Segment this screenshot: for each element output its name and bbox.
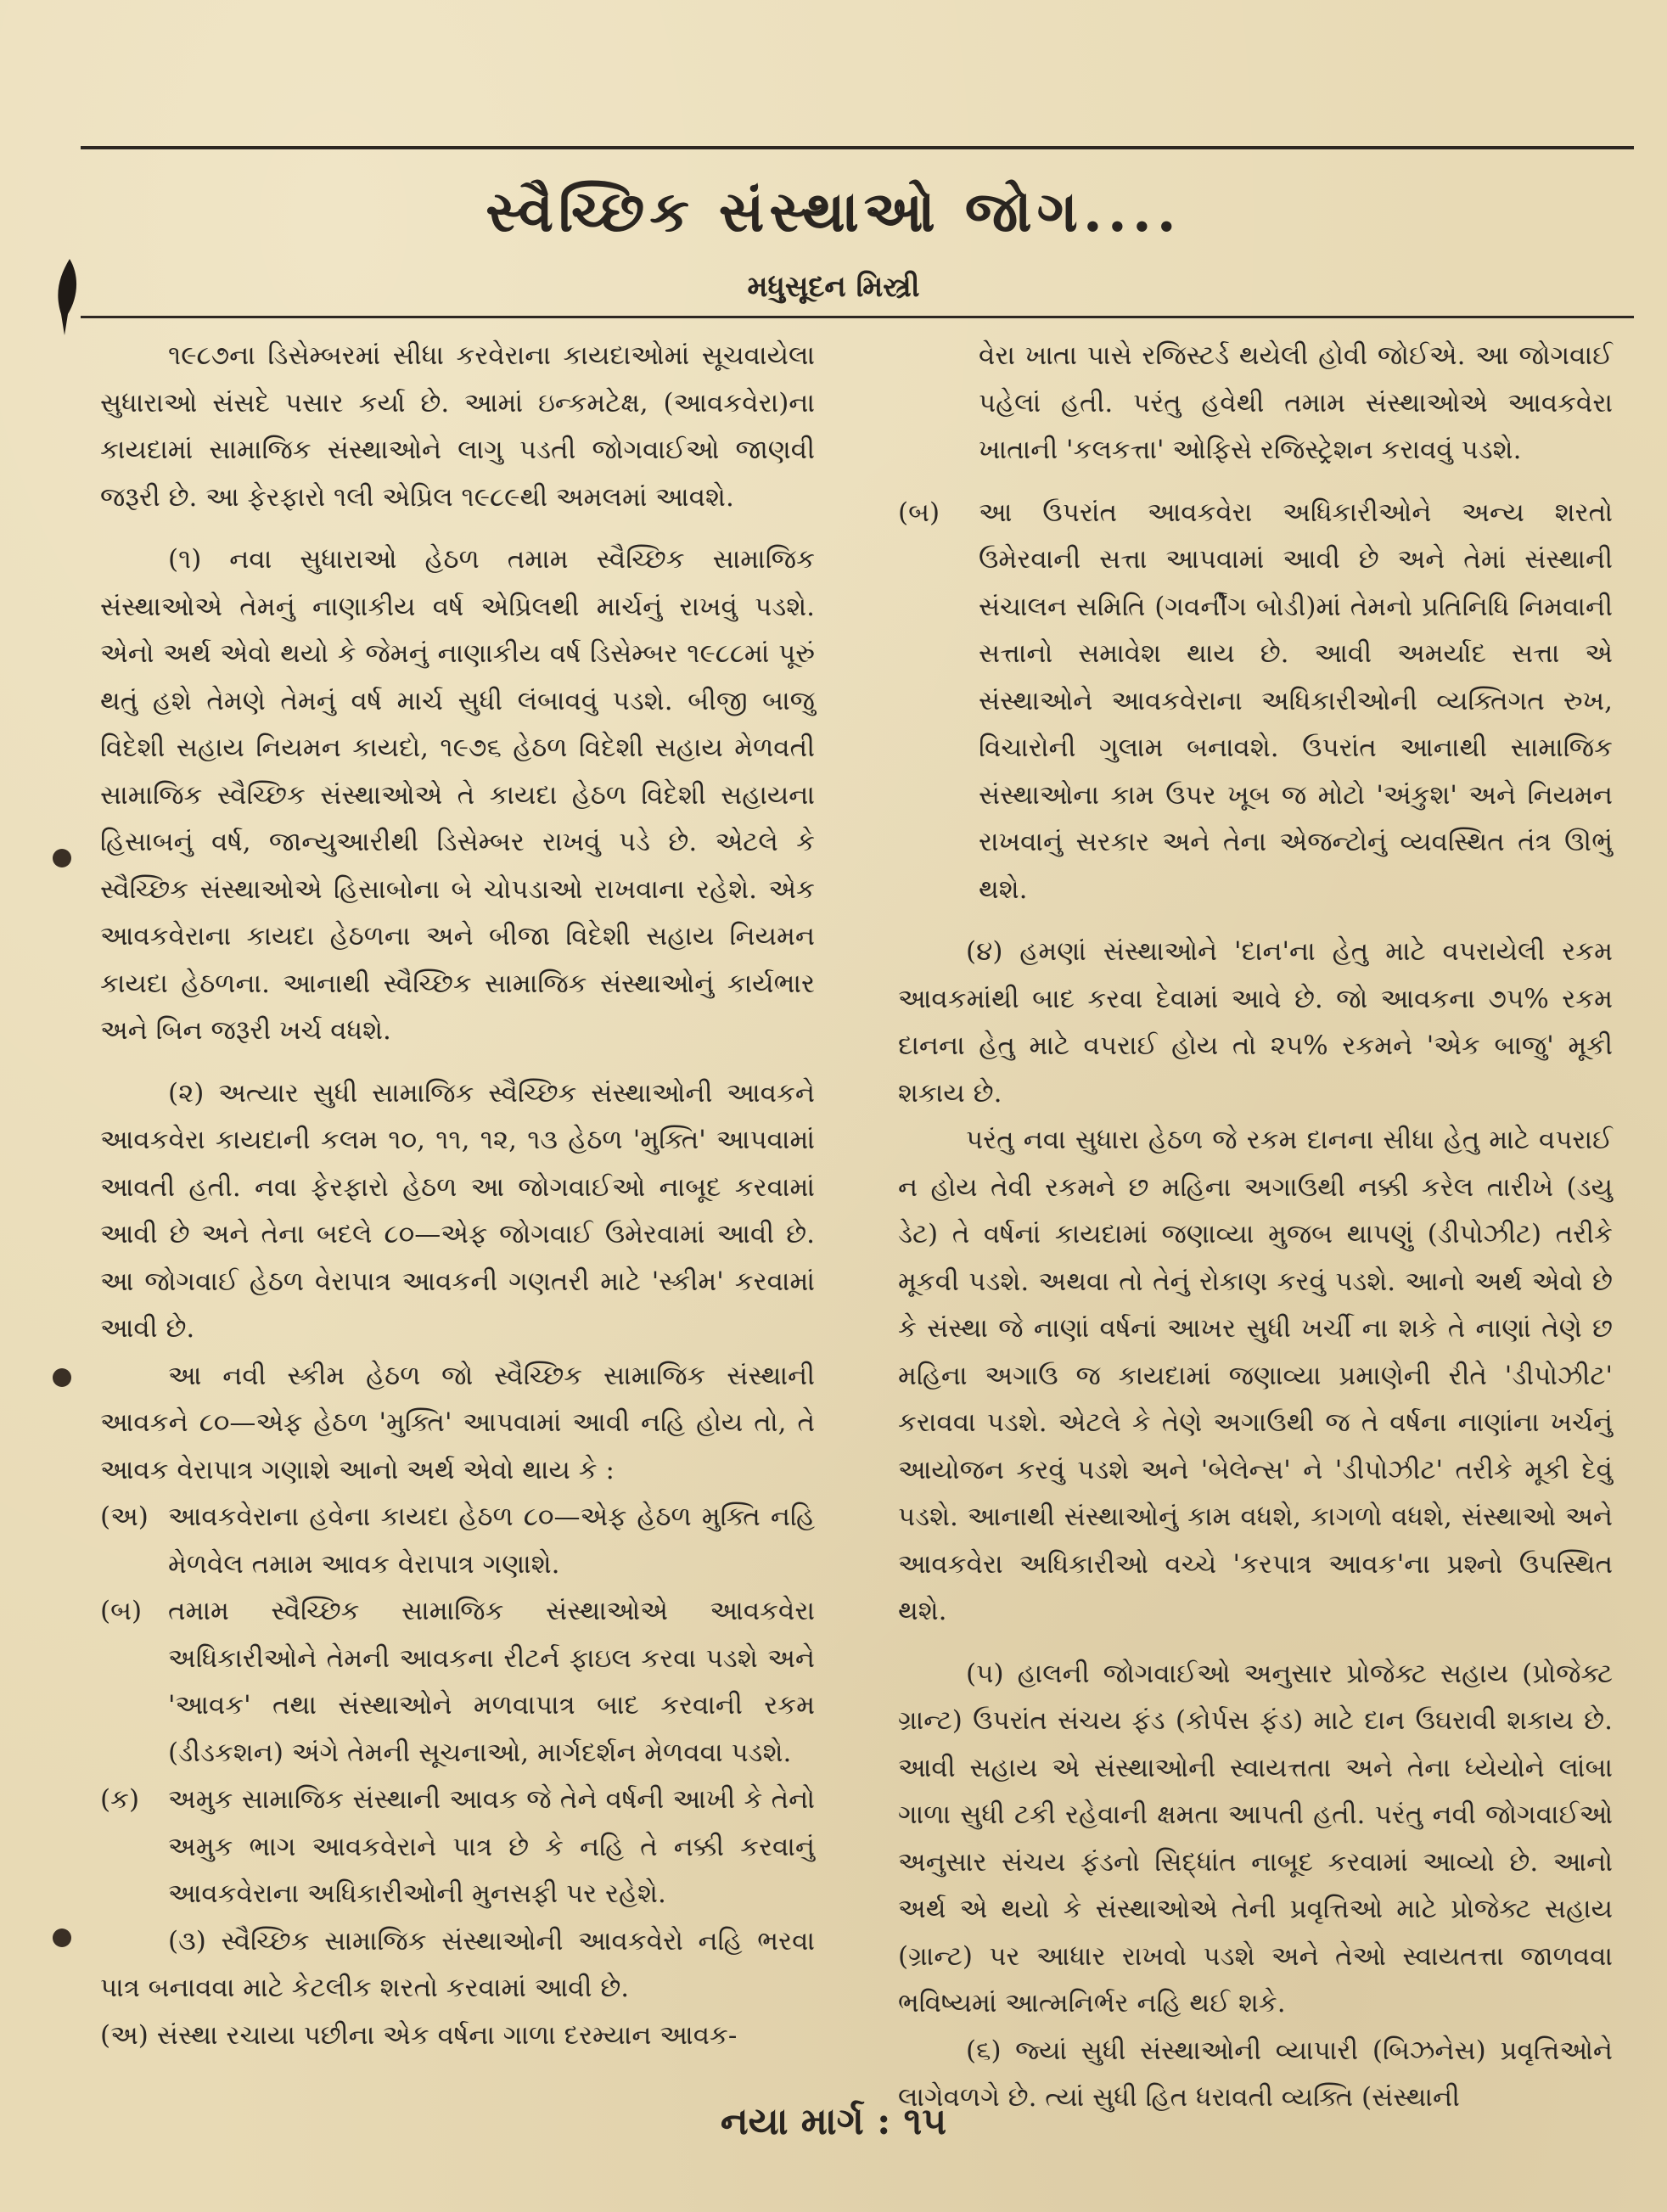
- punch-hole: [53, 849, 71, 867]
- paragraph-scheme: આ નવી સ્કીમ હેઠળ જો સ્વૈચ્છિક સામાજિક સંસ્થાની આવકને ૮૦—એફ હેઠળ 'મુક્તિ' આપવામાં આવી નહિ હોય તો, તે આવક વેરાપાત્ર ગણાશે આનો અર્થ એવો થાય કે :: [100, 1360, 815, 1485]
- author-rule: [81, 316, 1634, 318]
- list-item: [100, 1494, 815, 1588]
- list-marker: (ક): [100, 1784, 140, 1815]
- list-marker: (બ): [898, 497, 940, 528]
- list-item: [100, 1777, 815, 1918]
- list-marker: (અ): [100, 1502, 149, 1532]
- list-item-text: તમામ સ્વૈચ્છિક સામાજિક સંસ્થાઓએ આવકવેરા અધિકારીઓને તેમની આવકના રીટર્ન ફાઇલ કરવા પડશે અને 'આવક' તથા સંસ્થાઓને મળવાપાત્ર બાદ કરવાની રકમ (ડીડકશન) અંગે તેમની સૂચનાઓ, માર્ગદર્શન મેળવવા પડશે.: [168, 1596, 815, 1768]
- article-author: મધુસૂદન મિસ્ત્રી: [747, 270, 920, 304]
- punch-hole: [53, 1368, 71, 1387]
- page-footer: નયા માર્ગ : ૧૫: [720, 2100, 947, 2143]
- left-column: [100, 333, 815, 2059]
- paragraph-point-3: (૩) સ્વૈચ્છિક સામાજિક સંસ્થાઓની આવકવેરો નહિ ભરવા પાત્ર બનાવવા માટે કેટલીક શરતો કરવામાં આવી છે.: [100, 1925, 815, 2003]
- list-item-text: અમુક સામાજિક સંસ્થાની આવક જે તેને વર્ષની આખી કે તેનો અમુક ભાગ આવકવેરાને પાત્ર છે કે નહિ તે નક્કી કરવાનું આવકવેરાના અધિકારીઓની મુનસફી પર રહેશે.: [168, 1784, 815, 1909]
- paragraph-point-1: (૧) નવા સુધારાઓ હેઠળ તમામ સ્વૈચ્છિક સામાજિક સંસ્થાઓએ તેમનું નાણાકીય વર્ષ એપ્રિલથી માર્ચનું રાખવું પડશે. એનો અર્થ એવો થયો કે જેમનું નાણાકીય વર્ષ ડિસેમ્બર ૧૯૮૮માં પૂરું થતું હશે તેમણે તેમનું વર્ષ માર્ચ સુધી લંબાવવું પડશે. બીજી બાજુ વિદેશી સહાય નિયમન કાયદો, ૧૯૭૬ હેઠળ વિદેશી સહાય મેળવતી સામાજિક સ્વૈચ્છિક સંસ્થાઓએ તે કાયદા હેઠળ વિદેશી સહાયના હિસાબનું વર્ષ, જાન્યુઆરીથી ડિસેમ્બર રાખવું પડે છે. એટલે કે સ્વૈચ્છિક સંસ્થાઓએ હિસાબોના બે ચોપડાઓ રાખવાના રહેશે. એક આવકવેરાના કાયદા હેઠળના અને બીજા વિદેશી સહાય નિયમન કાયદા હેઠળના. આનાથી સ્વૈચ્છિક સામાજિક સંસ્થાઓનું કાર્યભાર અને બિન જરૂરી ખર્ચ વધશે.: [100, 544, 815, 1046]
- list-item: [898, 490, 1613, 914]
- right-column: [898, 333, 1613, 2122]
- list-item: [100, 1588, 815, 1777]
- article-title: સ્વૈચ્છિક સંસ્થાઓ જોગ....: [486, 178, 1181, 244]
- paragraph-point-6: (૬) જ્યાં સુધી સંસ્થાઓની વ્યાપારી (બિઝનેસ) પ્રવૃત્તિઓને લાગેવળગે છે. ત્યાં સુધી હિત ધરાવતી વ્યક્તિ (સંસ્થાની: [898, 2035, 1613, 2113]
- paragraph-registration: વેરા ખાતા પાસે રજિસ્ટર્ડ થયેલી હોવી જોઈએ. આ જોગવાઈ પહેલાં હતી. પરંતુ હવેથી તમામ સંસ્થાઓએ આવકવેરા ખાતાની 'કલકત્તા' ઓફિસે રજિસ્ટ્રેશન કરાવવું પડશે.: [979, 340, 1613, 465]
- list-item-text: આવકવેરાના હવેના કાયદા હેઠળ ૮૦—એફ હેઠળ મુક્તિ નહિ મેળવેલ તમામ આવક વેરાપાત્ર ગણાશે.: [168, 1502, 815, 1580]
- paragraph-point-2: (૨) અત્યાર સુધી સામાજિક સ્વૈચ્છિક સંસ્થાઓની આવકને આવકવેરા કાયદાની કલમ ૧૦, ૧૧, ૧૨, ૧૩ હેઠળ 'મુક્તિ' આપવામાં આવતી હતી. નવા ફેરફારો હેઠળ આ જોગવાઈઓ નાબૂદ કરવામાં આવી છે અને તેના બદલે ૮૦—એફ જોગવાઈ ઉમેરવામાં આવી છે. આ જોગવાઈ હેઠળ વેરાપાત્ર આવકની ગણતરી માટે 'સ્કીમ' કરવામાં આવી છે.: [100, 1077, 815, 1344]
- punch-hole: [53, 1928, 71, 1947]
- paragraph-point-5: (૫) હાલની જોગવાઈઓ અનુસાર પ્રોજેક્ટ સહાય (પ્રોજેક્ટ ગ્રાન્ટ) ઉપરાંત સંચય ફંડ (કોર્પસ ફંડ) માટે દાન ઉઘરાવી શકાય છે. આવી સહાય એ સંસ્થાઓની સ્વાયત્તતા અને તેના ધ્યેયોને લાંબા ગાળા સુધી ટકી રહેવાની ક્ષમતા આપતી હતી. પરંતુ નવી જોગવાઈઓ અનુસાર સંચય ફંડનો સિદ્ધાંત નાબૂદ કરવામાં આવ્યો છે. આનો અર્થ એ થયો કે સંસ્થાઓએ તેની પ્રવૃત્તિઓ માટે પ્રોજેક્ટ સહાય (ગ્રાન્ટ) પર આધાર રાખવો પડશે અને તેઓ સ્વાયતત્તા જાળવવા ભવિષ્યમાં આત્મનિર્ભર નહિ થઈ શકે.: [898, 1658, 1613, 2018]
- list-item-text: આ ઉપરાંત આવકવેરા અધિકારીઓને અન્ય શરતો ઉમેરવાની સત્તા આપવામાં આવી છે અને તેમાં સંસ્થાની સંચાલન સમિતિ (ગવર્નીંગ બોડી)માં તેમનો પ્રતિનિધિ નિમવાની સત્તાનો સમાવેશ થાય છે. આવી અમર્યાદ સત્તા એ સંસ્થાઓને આવકવેરાના અધિકારીઓની વ્યક્તિગત રુખ, વિચારોની ગુલામ બનાવશે. ઉપરાંત આનાથી સામાજિક સંસ્થાઓના કામ ઉપર ખૂબ જ મોટો 'અંકુશ' અને નિયમન રાખવાનું સરકાર અને તેના એજન્ટોનું વ્યવસ્થિત તંત્ર ઊભું થશે.: [979, 497, 1613, 905]
- paragraph-point-3a: (અ) સંસ્થા રચાયા પછીના એક વર્ષના ગાળા દરમ્યાન આવક-: [100, 2019, 738, 2051]
- list-marker: (બ): [100, 1596, 143, 1626]
- paragraph-deposit: પરંતુ નવા સુધારા હેઠળ જે રકમ દાનના સીધા હેતુ માટે વપરાઈ ન હોય તેવી રકમને છ મહિના અગાઉથી નક્કી કરેલ તારીખે (ડયુ ડેટ) તે વર્ષનાં કાયદામાં જણાવ્યા મુજબ થાપણું (ડીપોઝીટ) તરીકે મૂકવી પડશે. અથવા તો તેનું રોકાણ કરવું પડશે. આનો અર્થ એવો છે કે સંસ્થા જે નાણાં વર્ષનાં આખર સુધી ખર્ચી ના શકે તે નાણાં તેણે છ મહિના અગાઉ જ કાયદામાં જણાવ્યા પ્રમાણેની રીતે 'ડીપોઝીટ' કરાવવા પડશે. એટલે કે તેણે અગાઉથી જ તે વર્ષના નાણાંના ખર્ચનું આયોજન કરવું પડશે અને 'બેલેન્સ' ને 'ડીપોઝીટ' તરીકે મૂકી દેવું પડશે. આનાથી સંસ્થાઓનું કામ વધશે, કાગળો વધશે, સંસ્થાઓ અને આવકવેરા અધિકારીઓ વચ્ચે 'કરપાત્ર આવક'ના પ્રશ્નો ઉપસ્થિત થશે.: [898, 1125, 1613, 1626]
- top-rule: [81, 146, 1634, 149]
- paragraph-point-4: (૪) હમણાં સંસ્થાઓને 'દાન'ના હેતુ માટે વપરાયેલી રકમ આવકમાંથી બાદ કરવા દેવામાં આવે છે. જો આવકના ૭૫% રકમ દાનના હેતુ માટે વપરાઈ હોય તો ૨૫% રકમને 'એક બાજુ' મૂકી શકાય છે.: [898, 936, 1613, 1109]
- paragraph-intro: ૧૯૮૭ના ડિસેમ્બરમાં સીધા કરવેરાના કાયદાઓમાં સૂચવાયેલા સુધારાઓ સંસદે પસાર કર્યા છે. આમાં ઇન્કમટેક્ષ, (આવકવેરા)ના કાયદામાં સામાજિક સંસ્થાઓને લાગુ પડતી જોગવાઈઓ જાણવી જરૂરી છે. આ ફેરફારો ૧લી એપ્રિલ ૧૯૮૯થી અમલમાં આવશે.: [100, 340, 815, 513]
